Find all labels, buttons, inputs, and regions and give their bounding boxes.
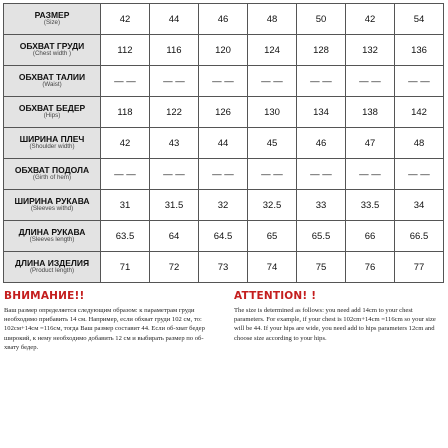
table-cell: — — xyxy=(248,159,297,190)
table-cell: 44 xyxy=(199,128,248,159)
table-cell: 47 xyxy=(346,128,395,159)
row-label-russian: ДЛИНА РУКАВА xyxy=(18,227,86,238)
row-label xyxy=(4,190,101,221)
table-cell: 63.5 xyxy=(101,221,150,252)
row-label-russian: РАЗМЕР xyxy=(34,10,70,21)
table-row xyxy=(4,190,444,221)
table-cell: 134 xyxy=(297,97,346,128)
table-cell: 76 xyxy=(346,252,395,283)
table-cell: 120 xyxy=(199,35,248,66)
table-cell: 142 xyxy=(395,97,444,128)
table-cell: 73 xyxy=(199,252,248,283)
size-table-body xyxy=(4,4,444,283)
row-label-english: (Sleeves length) xyxy=(29,236,75,244)
table-cell: 66.5 xyxy=(395,221,444,252)
table-cell: 138 xyxy=(346,97,395,128)
row-label-english: (Hips) xyxy=(43,112,61,120)
table-cell: 46 xyxy=(199,4,248,35)
table-cell: — — xyxy=(199,66,248,97)
row-label xyxy=(4,128,101,159)
table-cell: 42 xyxy=(346,4,395,35)
table-cell: 31 xyxy=(101,190,150,221)
table-cell: — — xyxy=(297,159,346,190)
table-row xyxy=(4,252,444,283)
table-cell: — — xyxy=(150,159,199,190)
table-row xyxy=(4,66,444,97)
english-note-text: The size is determined as follows: you need add 14cm to your chest parameters. For example, if your chest is 102cm+14cm =116cm so your size will be 44. If your hips are wide, you need add to hips parameters 12cm and choose size according to your hips. xyxy=(234,307,436,342)
table-cell: 128 xyxy=(297,35,346,66)
table-row xyxy=(4,159,444,190)
table-cell: 64 xyxy=(150,221,199,252)
table-cell: 32 xyxy=(199,190,248,221)
table-cell: — — xyxy=(199,159,248,190)
table-row xyxy=(4,97,444,128)
row-label xyxy=(4,66,101,97)
table-cell: 71 xyxy=(101,252,150,283)
table-cell: 118 xyxy=(101,97,150,128)
table-cell: 75 xyxy=(297,252,346,283)
table-cell: 126 xyxy=(199,97,248,128)
row-label-russian: ОБХВАТ ТАЛИИ xyxy=(18,72,86,83)
table-cell: 122 xyxy=(150,97,199,128)
row-label xyxy=(4,252,101,283)
notes-section xyxy=(0,290,448,448)
table-cell: 77 xyxy=(395,252,444,283)
row-label-russian: ШИРИНА РУКАВА xyxy=(14,196,90,207)
english-note-title: ATTENTION! ! xyxy=(234,290,317,302)
table-cell: — — xyxy=(150,66,199,97)
table-cell: 64.5 xyxy=(199,221,248,252)
table-cell: 72 xyxy=(150,252,199,283)
table-cell: 116 xyxy=(150,35,199,66)
table-cell: 48 xyxy=(395,128,444,159)
table-cell: 130 xyxy=(248,97,297,128)
table-cell: 31.5 xyxy=(150,190,199,221)
table-cell: 46 xyxy=(297,128,346,159)
row-label-english: (Chest width ) xyxy=(32,50,72,58)
english-note xyxy=(234,290,444,343)
table-cell: 66 xyxy=(346,221,395,252)
table-cell: 45 xyxy=(248,128,297,159)
table-cell: 50 xyxy=(297,4,346,35)
row-label-english: (Size) xyxy=(43,19,61,27)
row-label-english: (Girth of hem) xyxy=(32,174,72,182)
table-row xyxy=(4,221,444,252)
row-label xyxy=(4,97,101,128)
table-cell: 44 xyxy=(150,4,199,35)
row-label-russian: ОБХВАТ БЕДЕР xyxy=(18,103,86,114)
table-cell: — — xyxy=(395,159,444,190)
table-cell: 42 xyxy=(101,4,150,35)
row-label-english: (Sleeves withd) xyxy=(30,205,74,213)
table-cell: 34 xyxy=(395,190,444,221)
table-cell: 33.5 xyxy=(346,190,395,221)
russian-note xyxy=(4,290,214,352)
row-label-english: (Shoulder width) xyxy=(29,143,75,151)
row-label-english: (Product length) xyxy=(29,267,75,275)
table-cell: 48 xyxy=(248,4,297,35)
table-cell: 74 xyxy=(248,252,297,283)
table-cell: — — xyxy=(101,66,150,97)
row-label-russian: ОБХВАТ ГРУДИ xyxy=(19,41,85,52)
table-cell: 43 xyxy=(150,128,199,159)
row-label xyxy=(4,35,101,66)
row-label xyxy=(4,4,101,35)
table-cell: 33 xyxy=(297,190,346,221)
russian-note-title: ВНИМАНИЕ!! xyxy=(4,290,85,302)
table-cell: — — xyxy=(297,66,346,97)
table-cell: 32.5 xyxy=(248,190,297,221)
table-cell: 112 xyxy=(101,35,150,66)
table-row xyxy=(4,35,444,66)
table-cell: 42 xyxy=(101,128,150,159)
row-label xyxy=(4,159,101,190)
row-label-russian: ДЛИНА ИЗДЕЛИЯ xyxy=(14,258,90,269)
table-cell: — — xyxy=(346,66,395,97)
table-cell: 65.5 xyxy=(297,221,346,252)
size-table xyxy=(3,3,444,283)
russian-note-text: Ваш размер определяется следующим образом: к параметрам груди необходимо прибавить 14 см. Например, если обхват груди 102 см, то: 102см+14см =116см, тогда Ваш размер составит 44. Если об-хват бедер широкий, к нему необходимо добавить 12 см и выбирать размер по об-хвату бедер. xyxy=(4,307,205,351)
table-cell: 124 xyxy=(248,35,297,66)
row-label-english: (Waist) xyxy=(42,81,62,89)
table-cell: 65 xyxy=(248,221,297,252)
table-cell: — — xyxy=(248,66,297,97)
row-label-russian: ОБХВАТ ПОДОЛА xyxy=(14,165,90,176)
table-row xyxy=(4,128,444,159)
table-row xyxy=(4,4,444,35)
table-cell: 54 xyxy=(395,4,444,35)
table-cell: 136 xyxy=(395,35,444,66)
table-cell: — — xyxy=(346,159,395,190)
row-label-russian: ШИРИНА ПЛЕЧ xyxy=(19,134,85,145)
table-cell: — — xyxy=(395,66,444,97)
table-cell: — — xyxy=(101,159,150,190)
table-cell: 132 xyxy=(346,35,395,66)
row-label xyxy=(4,221,101,252)
